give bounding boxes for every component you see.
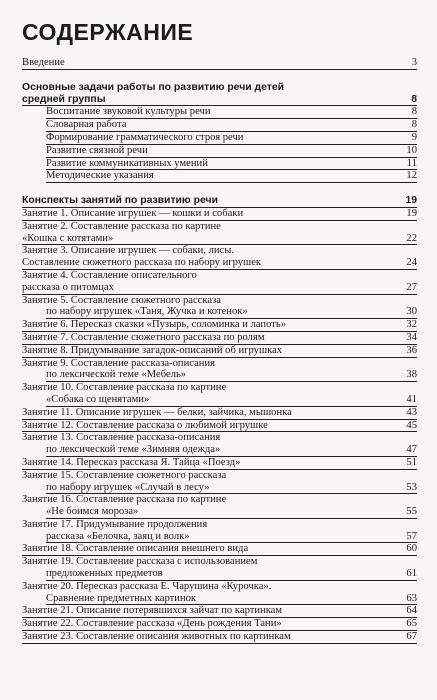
- toc-entry-page: 51: [406, 456, 417, 468]
- toc-entry[interactable]: [22, 358, 417, 370]
- toc-entry-title: Занятие 20. Пересказ рассказа Е. Чарушина «Курочка».: [22, 580, 272, 592]
- toc-entry[interactable]: [46, 170, 417, 183]
- toc-entry[interactable]: [22, 233, 417, 246]
- toc-entry-title: Занятие 2. Составление рассказа по картине: [22, 220, 221, 232]
- toc-entry[interactable]: [46, 482, 417, 495]
- toc-entry-page: 32: [406, 319, 417, 331]
- toc-entry[interactable]: [22, 581, 417, 593]
- toc-entry-page: 8: [411, 106, 417, 118]
- toc-entry-title: «Собака со щенятами»: [46, 393, 150, 405]
- toc-entry[interactable]: [46, 106, 417, 119]
- toc-entry-page: 67: [406, 631, 417, 643]
- toc-entry-title: Основные задачи работы по развитию речи детей: [22, 81, 285, 93]
- toc-entry-page: 47: [406, 444, 417, 456]
- toc-entry-page: 19: [405, 195, 417, 207]
- toc-entry-page: 45: [406, 419, 417, 431]
- toc-entry[interactable]: [22, 631, 417, 644]
- toc-entry-title: Занятие 15. Составление сюжетного рассказа: [22, 469, 227, 481]
- toc-entry[interactable]: [22, 295, 417, 307]
- toc-entry-title: по набору игрушек «Случай в лесу»: [46, 481, 210, 493]
- toc-entry-page: 60: [406, 543, 417, 555]
- toc-entry[interactable]: [22, 82, 417, 94]
- toc-entry-page: 12: [406, 170, 417, 182]
- toc-entry-title: Занятие 8. Придумывание загадок-описаний об игрушках: [22, 344, 283, 356]
- toc-entry[interactable]: [22, 57, 417, 70]
- toc-entry-title: Занятие 19. Составление рассказа с использованием: [22, 556, 258, 568]
- toc-entry[interactable]: [22, 319, 417, 332]
- toc-entry-title: «Кошка с котятами»: [22, 232, 114, 244]
- toc-entry-page: 65: [406, 618, 417, 630]
- toc-entry[interactable]: [46, 119, 417, 132]
- toc-entry-page: 27: [406, 281, 417, 293]
- toc-entry-title: по набору игрушек «Таня, Жучка и котенок»: [46, 306, 248, 318]
- toc-entry[interactable]: [46, 394, 417, 407]
- toc-entry-title: рассказа о питомцах: [22, 281, 114, 293]
- toc-entry-title: Сравнение предметных картинок: [46, 592, 197, 604]
- toc-entry-title: Занятие 18. Составление описания внешнего вида: [22, 543, 249, 555]
- toc-entry-page: 24: [406, 257, 417, 269]
- toc-entry-page: 55: [406, 506, 417, 518]
- toc-entry-page: 30: [406, 306, 417, 318]
- toc-entry-page: 38: [406, 369, 417, 381]
- toc-entry[interactable]: [22, 382, 417, 394]
- toc-entry-title: Занятие 10. Составление рассказа по картине: [22, 382, 227, 394]
- table-of-contents: [22, 57, 417, 644]
- toc-entry-page: 43: [406, 406, 417, 418]
- toc-entry-title: Занятие 12. Составление рассказа о любимой игрушке: [22, 419, 268, 431]
- toc-entry-title: Занятие 7. Составление сюжетного рассказа по ролям: [22, 331, 265, 343]
- toc-entry-page: 36: [406, 344, 417, 356]
- toc-entry[interactable]: [22, 270, 417, 282]
- toc-entry-title: Занятие 1. Описание игрушек — кошки и собаки: [22, 207, 244, 219]
- toc-entry[interactable]: [22, 195, 417, 208]
- toc-entry[interactable]: [22, 245, 417, 257]
- toc-entry-page: 10: [406, 144, 417, 156]
- toc-entry-title: Занятие 9. Составление рассказа-описания: [22, 357, 216, 369]
- toc-entry[interactable]: [22, 282, 417, 295]
- page-title: СОДЕРЖАНИЕ: [22, 19, 194, 45]
- toc-entry-title: Методические указания: [46, 170, 154, 182]
- toc-entry[interactable]: [22, 432, 417, 444]
- toc-entry-title: Занятие 17. Придумывание продолжения: [22, 518, 208, 530]
- toc-entry-title: рассказа «Белочка, заяц и волк»: [46, 530, 190, 542]
- toc-entry-page: 41: [406, 393, 417, 405]
- toc-entry[interactable]: [22, 420, 417, 433]
- toc-entry-title: по лексической теме «Мебель»: [46, 369, 187, 381]
- toc-entry[interactable]: [46, 132, 417, 145]
- toc-entry-title: предложенных предметов: [46, 568, 163, 580]
- toc-entry[interactable]: [22, 457, 417, 470]
- toc-entry[interactable]: [22, 407, 417, 420]
- toc-entry-page: 34: [406, 331, 417, 343]
- toc-entry-title: Словарная работа: [46, 119, 127, 131]
- toc-entry-title: Конспекты занятий по развитию речи: [22, 195, 218, 207]
- toc-entry[interactable]: [46, 506, 417, 519]
- toc-entry[interactable]: [46, 369, 417, 382]
- toc-entry-title: Воспитание звуковой культуры речи: [46, 106, 211, 118]
- toc-entry-title: средней группы: [22, 93, 106, 105]
- toc-entry-page: 8: [411, 93, 417, 105]
- toc-entry-title: «Не боимся мороза»: [46, 506, 139, 518]
- toc-entry-page: 63: [406, 592, 417, 604]
- toc-entry[interactable]: [22, 332, 417, 345]
- toc-entry[interactable]: [46, 593, 417, 606]
- toc-entry[interactable]: [46, 306, 417, 319]
- toc-entry-title: Занятие 13. Составление рассказа-описания: [22, 432, 221, 444]
- toc-entry[interactable]: [22, 618, 417, 631]
- toc-entry[interactable]: [22, 470, 417, 482]
- toc-entry-title: Занятие 6. Пересказ сказки «Пузырь, соломинка и лапоть»: [22, 319, 287, 331]
- toc-entry-title: Занятие 23. Составление описания животных по картинкам: [22, 631, 291, 643]
- toc-entry-title: Занятие 16. Составление рассказа по картине: [22, 494, 227, 506]
- toc-entry[interactable]: [46, 568, 417, 581]
- toc-entry-page: 19: [406, 207, 417, 219]
- toc-entry-title: Занятие 21. Описание потерявшихся зайчат по картинкам: [22, 605, 283, 617]
- toc-entry[interactable]: [46, 158, 417, 171]
- toc-entry[interactable]: [22, 257, 417, 270]
- toc-entry-title: Составление сюжетного рассказа по набору игрушек: [22, 257, 262, 269]
- toc-entry-title: Занятие 5. Составление сюжетного рассказа: [22, 294, 221, 306]
- toc-entry-title: Занятие 14. Пересказ рассказа Я. Тайца «Поезд»: [22, 456, 241, 468]
- toc-entry[interactable]: [22, 94, 417, 107]
- toc-entry[interactable]: [22, 221, 417, 233]
- toc-entry-page: 3: [411, 57, 417, 68]
- toc-entry[interactable]: [22, 494, 417, 506]
- toc-entry[interactable]: [46, 145, 417, 158]
- toc-entry[interactable]: [22, 345, 417, 358]
- toc-entry-page: 53: [406, 481, 417, 493]
- toc-entry-page: 8: [411, 119, 417, 131]
- toc-entry[interactable]: [22, 605, 417, 618]
- toc-entry-page: 9: [411, 131, 417, 143]
- toc-entry-title: Введение: [22, 57, 65, 68]
- toc-entry[interactable]: [22, 519, 417, 531]
- toc-entry-title: Развитие коммуникативных умений: [46, 157, 208, 169]
- toc-entry-title: Развитие связной речи: [46, 144, 148, 156]
- toc-entry-page: 57: [406, 530, 417, 542]
- toc-entry[interactable]: [22, 543, 417, 556]
- toc-entry-title: Занятие 3. Описание игрушек — собаки, лисы.: [22, 245, 234, 257]
- toc-entry-title: Занятие 11. Описание игрушек — белки, зайчика, мышонка: [22, 406, 292, 418]
- toc-entry-page: 64: [406, 605, 417, 617]
- toc-entry-title: Занятие 22. Составление рассказа «День рождения Тани»: [22, 618, 282, 630]
- toc-entry[interactable]: [22, 556, 417, 568]
- toc-entry[interactable]: [46, 531, 417, 544]
- toc-entry[interactable]: [46, 444, 417, 457]
- toc-entry-page: 61: [406, 568, 417, 580]
- toc-entry-title: Занятие 4. Составление описательного: [22, 269, 197, 281]
- toc-entry-page: 11: [406, 157, 417, 169]
- toc-entry-page: 22: [406, 232, 417, 244]
- toc-entry-title: по лексической теме «Зимняя одежда»: [46, 444, 221, 456]
- toc-entry[interactable]: [22, 208, 417, 221]
- toc-entry-title: Формирование грамматического строя речи: [46, 131, 244, 143]
